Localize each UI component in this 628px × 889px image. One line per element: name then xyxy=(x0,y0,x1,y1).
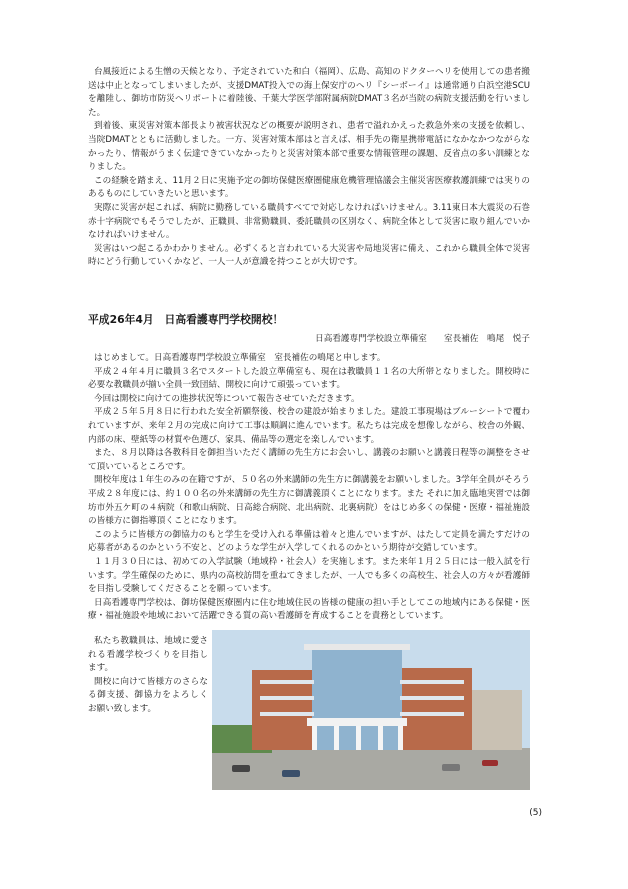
school-building-rendering xyxy=(212,630,530,790)
window-band xyxy=(260,712,314,716)
paragraph: このように皆様方の御協力のもと学生を受け入れる準備は着々と進んでいますが、はたして定員を満たすだけの応募者があるのかという不安と、どのような学生が入学してくれるのかという期待が交錯しています。 xyxy=(88,529,530,554)
section-heading: 平成26年4月 日高看護専門学校開校！ xyxy=(88,313,284,326)
paragraph: はじめまして。日高看護専門学校設立準備室 室長補佐の鳴尾と申します。 xyxy=(94,353,386,363)
column xyxy=(312,726,317,750)
window-band xyxy=(260,680,314,684)
car xyxy=(282,770,300,777)
ground xyxy=(212,748,530,790)
paragraph: 開校年度は１年生のみの在籍ですが、５０名の外来講師の先生方に御講義をお願いしました。3学年全員がそろう平成２８年度には、約１００名の外来講師の先生方に御講義頂くことになります。また それに加え臨地実習では御坊市外五ケ町の４病院（和歌山病院、日高総合病院、北出病院、北裏病院）をはじめ多くの保健・医療・福祉施設の皆様方に御指導頂くことになります。 xyxy=(88,475,530,527)
roof-canopy xyxy=(304,644,410,650)
paragraph: 災害はいつ起こるかわかりません。必ずくると言われている大災害や局地災害に備え、これから職員全体で災害時にどう行動していくかなど、一人一人が意識を持つことが大切です。 xyxy=(88,243,530,268)
window-band xyxy=(400,680,464,684)
paragraph: また、８月以降は各教科目を御担当いただく講師の先生方にお会いし、講義のお願いと講義日程等の調整をさせて頂いているところです。 xyxy=(88,448,530,472)
paragraph: 平成２４年４月に職員３名でスタートした設立準備室も、現在は教職員１１名の大所帯となりました。開校時に必要な教職員が揃い全員一致団結、開校に向けて頑張っています。 xyxy=(88,366,530,391)
disaster-drill-section xyxy=(88,66,530,270)
column xyxy=(398,726,403,750)
paragraph: 今回は開校に向けての進捗状況等について報告させていただきます。 xyxy=(94,393,360,404)
paragraph: 台風接近による生憎の天候となり、予定されていた和白（福岡）、広島、高知のドクターヘリを使用しての患者搬送は中止となってしまいましたが、支援DMAT投入での海上保安庁のヘリ『シーボーイ』は通常通り白浜空港SCUを離陸し、御坊市防災ヘリポートに着陸後、千葉大学医学部附属病院DMAT３名が当院の病院支援活動を行いました。 xyxy=(88,67,530,118)
paragraph: 到着後、東災害対策本部長より被害状況などの概要が説明され、患者で溢れかえった救急外来の支援を依頼し、当院DMATとともに活動しました。一方、災害対策本部はと言えば、相手先の衛星携帯電話になかなかつながらなかったり、情報がうまく伝達できていなかったりと災害対策本部で重要な情報管理の課題、反省点の多い訓練となりました。 xyxy=(88,121,530,173)
nursing-school-section xyxy=(88,352,530,624)
paragraph: 実際に災害が起これば、病院に勤務している職員すべてで対応しなければいけません。3.11東日本大震災の石巻赤十字病院でもそうでしたが、正職員、非常勤職員、委託職員の区別なく、病院全体として災害に取り組んでいかなければいけません。 xyxy=(88,202,530,241)
page-number: (5) xyxy=(529,808,542,818)
paragraph: この経験を踏まえ、11月２日に実施予定の御坊保健医療圏健康危機管理協議会主催災害医療救護訓練では実りのあるものにしていきたいと思います。 xyxy=(88,175,530,200)
car xyxy=(482,760,498,766)
author-byline: 日高看護専門学校設立準備室 室長補佐 鳴尾 悦子 xyxy=(315,334,530,344)
paragraph: 私たち教職員は、地域に愛される看護学校づくりを目指します。 xyxy=(88,636,208,674)
paragraph: １１月３０日には、初めての入学試験（地域枠・社会人）を実施します。また来年１月２５日には一般入試を行います。学生確保のために、県内の高校訪問を重ねてきましたが、一人でも多くの高校生、社会人の方々が看護師を目指し受験してくださることを願っています。 xyxy=(88,556,530,595)
paragraph: 平成２５年５月８日に行われた安全祈願祭後、校舎の建設が始まりました。建設工事現場はブルーシートで覆われていますが、来年２月の完成に向けて工事は順調に進んでいます。私たちは完成を想像しながら、校舎の外観、内部の床、壁紙等の材質や色選び、家具、備品等の選定を楽しんでいます。 xyxy=(88,407,530,445)
column xyxy=(356,726,361,750)
paragraph: 開校に向けて皆様方のさらなる御支援、御協力をよろしくお願い致します。 xyxy=(88,676,208,714)
car xyxy=(442,764,460,771)
car xyxy=(232,765,250,772)
column xyxy=(378,726,383,750)
entrance-frame xyxy=(307,718,407,726)
closing-message xyxy=(88,635,208,717)
paragraph: 日高看護専門学校は、御坊保健医療圏内に住む地域住民の皆様の健康の担い手としてこの地域内にある保健・医療・福祉施設や地域において活躍できる質の高い看護師を育成することを責務としています。 xyxy=(88,597,530,622)
window-band xyxy=(400,712,464,716)
column xyxy=(334,726,339,750)
window-band xyxy=(260,696,314,700)
window-band xyxy=(400,696,464,700)
